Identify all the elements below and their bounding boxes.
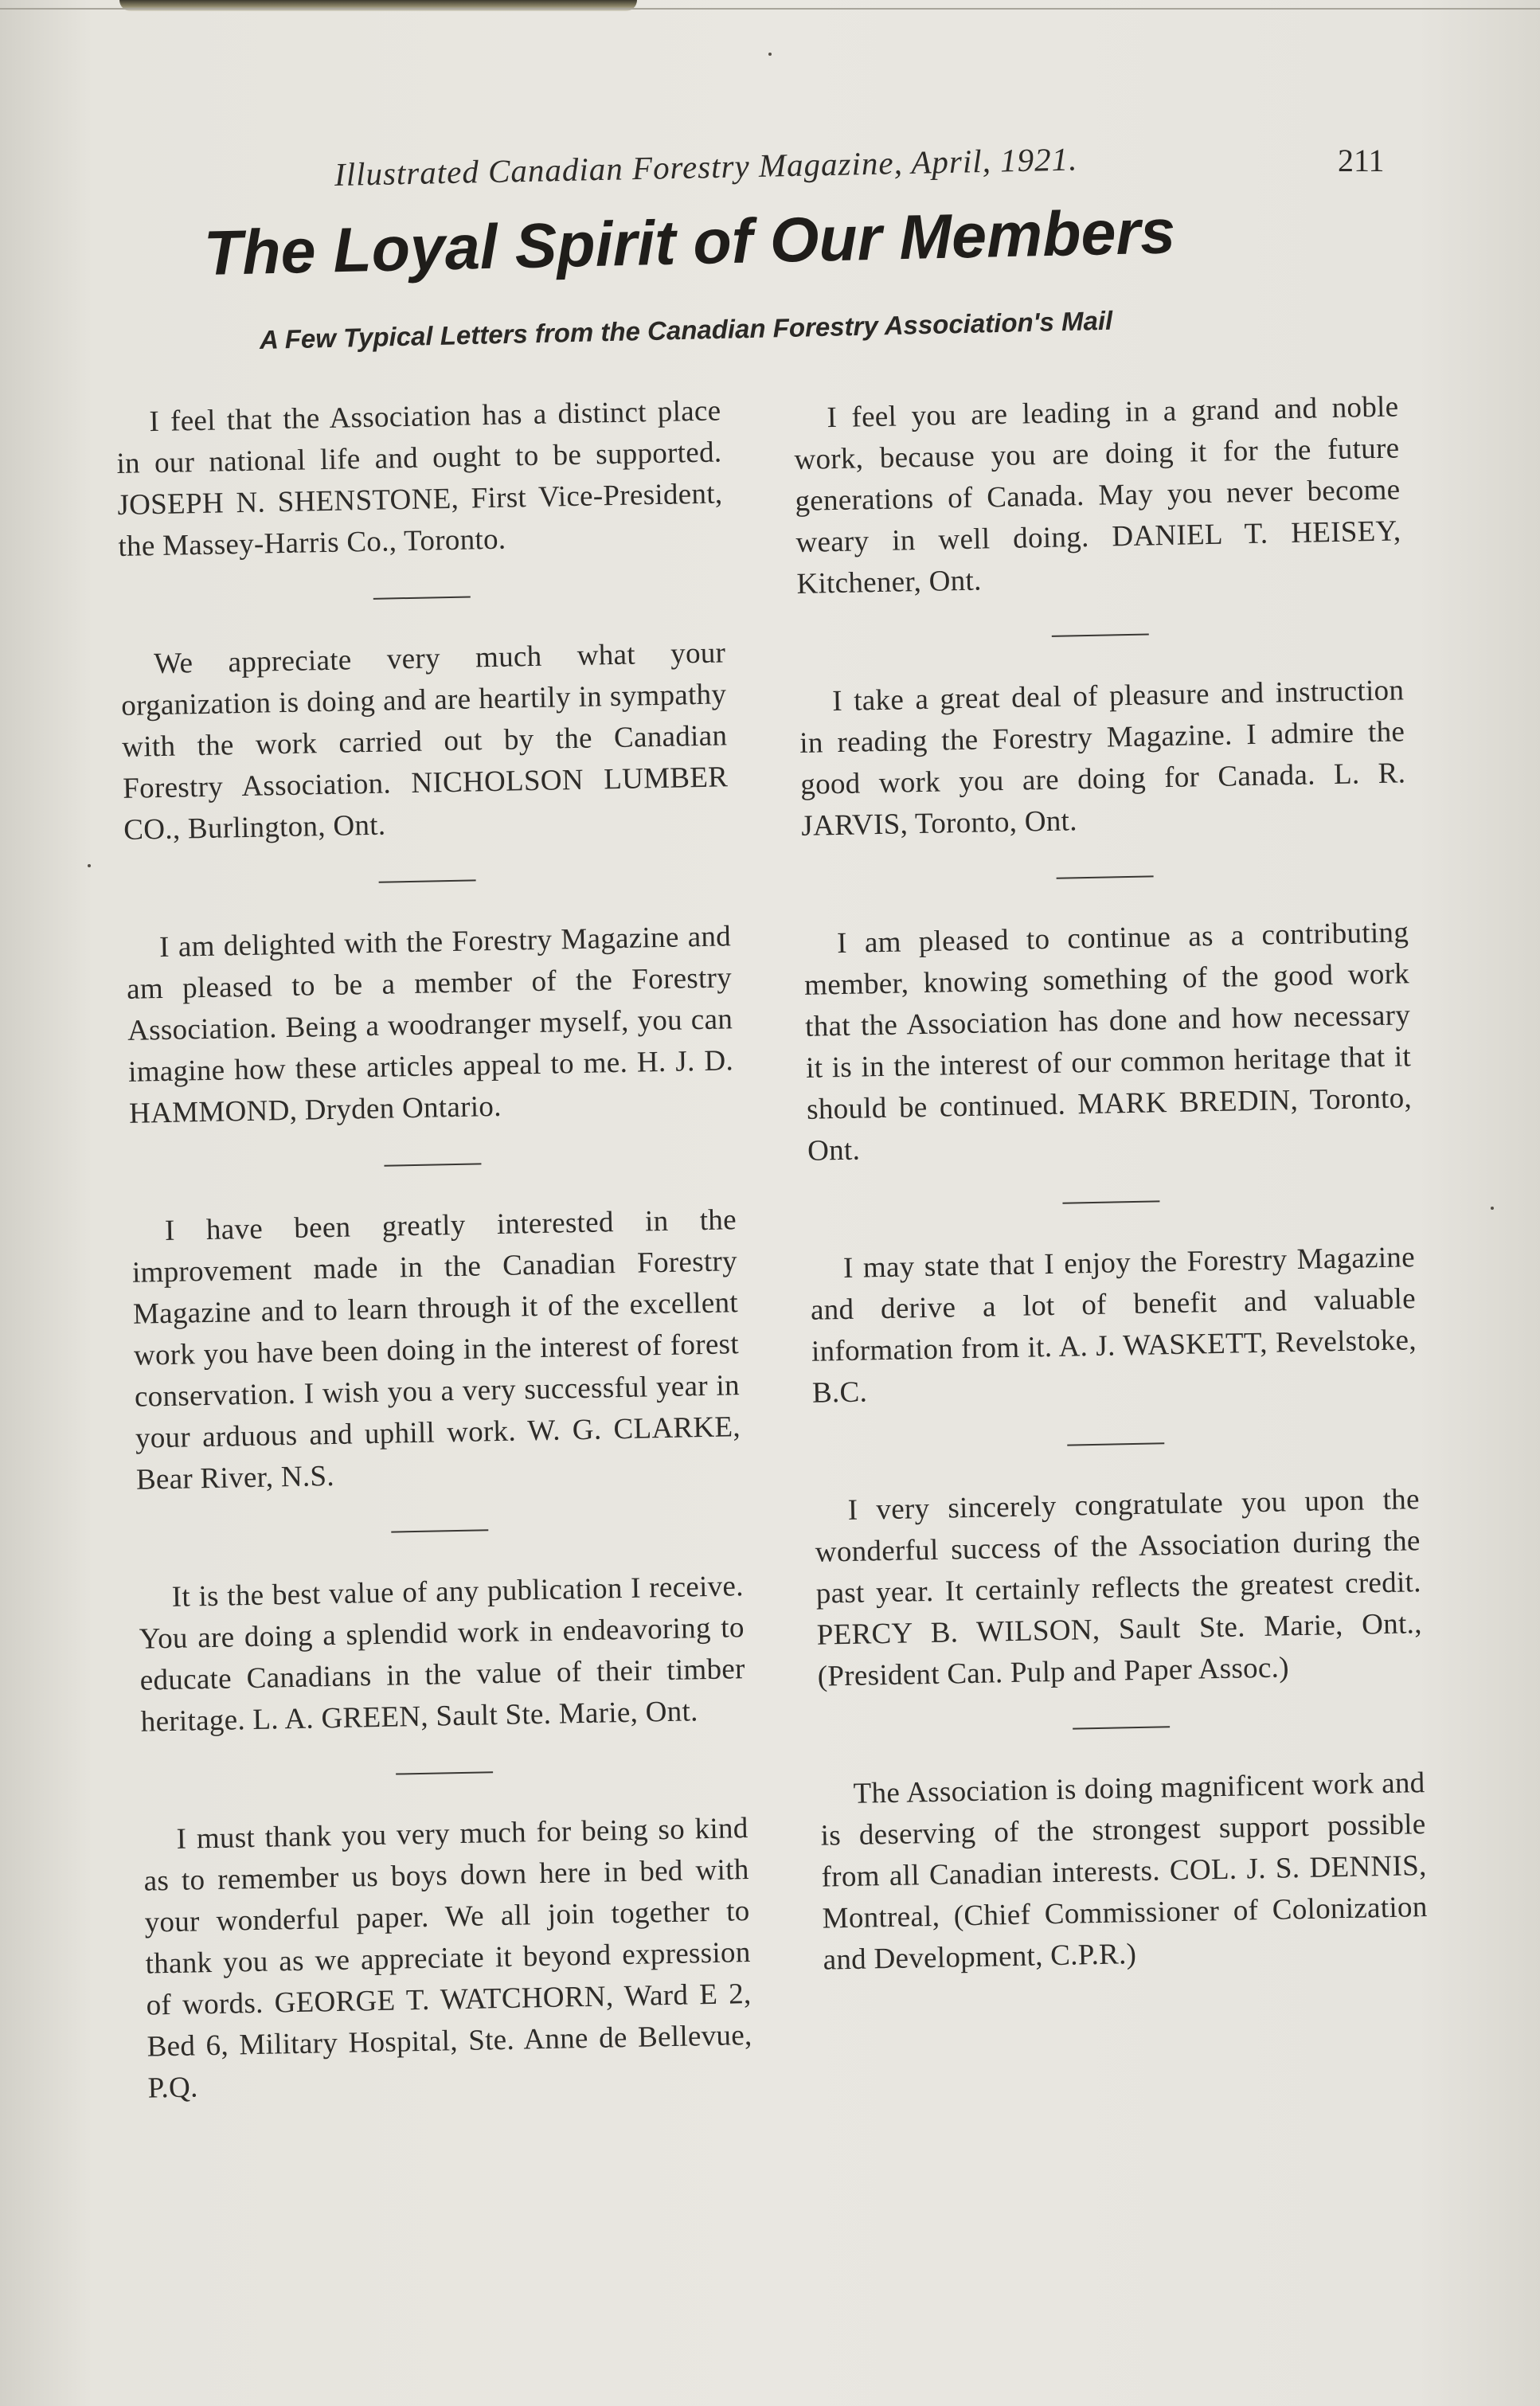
letter-bredin: I am pleased to continue as a contributing member, knowing something of the good work that the Association has done and how necessary it is in the interest of our common heritage that it should be continued. MARK BREDIN, Toronto, Ont.: [803, 916, 1413, 1168]
letter-wilson: I very sincerely congratulate you upon the wonderful success of the Association during the past year. It certainly reflects the greatest credit. PERCY B. WILSON, Sault Ste. Marie, Ont., (President Can. Pulp and Paper Assoc.): [815, 1483, 1423, 1693]
article-subtitle: A Few Typical Letters from the Canadian Forestry Association's Mail: [259, 305, 1113, 354]
letter-jarvis: I take a great deal of pleasure and instruction in reading the Forestry Magazine. I admire the good work you are doing for Canada. L. R. JARVIS, Toronto, Ont.: [799, 674, 1406, 843]
letter-green: It is the best value of any publication I receive. You are doing a splendid work in endeavoring to educate Canadians in the value of their timber heritage. L. A. GREEN, Sault Ste. Marie, Ont.: [139, 1570, 746, 1739]
right-column: [793, 386, 1429, 1981]
letter-dennis: The Association is doing magnificent work and is deserving of the strongest support possible from all Canadian interests. COL. J. S. DENNIS, Montreal, (Chief Commissioner of Colonization and Development, C.P.R.): [820, 1766, 1428, 1977]
ink-speck: [768, 53, 772, 56]
ink-speck: [1491, 1207, 1494, 1210]
letter-heisey: I feel you are leading in a grand and noble work, because you are doing it for the future generations of Canada. May you never become weary in well doing. DANIEL T. HEISEY, Kitchener, Ont.: [794, 390, 1401, 601]
running-head: Illustrated Canadian Forestry Magazine, April, 1921.: [334, 140, 1078, 193]
separator-rule: [396, 1771, 493, 1774]
ink-speck: [88, 864, 91, 867]
letter-nicholson: We appreciate very much what your organization is doing and are heartily in sympathy with the work carried out by the Canadian Forestry Association. NICHOLSON LUMBER CO., Burlington, Ont.: [120, 636, 729, 847]
separator-rule: [1073, 1726, 1170, 1729]
separator-rule: [1062, 1200, 1159, 1203]
page-top-edge: [0, 8, 1540, 10]
separator-rule: [1067, 1442, 1164, 1446]
separator-rule: [391, 1529, 488, 1532]
separator-rule: [384, 1163, 481, 1166]
separator-rule: [1057, 875, 1154, 878]
letter-waskett: I may state that I enjoy the Forestry Magazine and derive a lot of benefit and valuable information from it. A. J. WASKETT, Revelstoke, B.C.: [810, 1241, 1417, 1410]
left-column: [115, 390, 753, 2109]
separator-rule: [1052, 633, 1149, 636]
letter-watchorn: I must thank you very much for being so kind as to remember us boys down here in bed with your wonderful paper. We all join together to thank you as we appreciate it beyond expression of words. GEORGE T. WATCHORN, Ward E 2, Bed 6, Military Hospital, Ste. Anne de Bellevue, P.Q.: [143, 1812, 752, 2105]
page-number: 211: [1338, 143, 1385, 178]
letter-hammond: I am delighted with the Forestry Magazine and am pleased to be a member of the Forestry Association. Being a woodranger myself, you can imagine how these articles appeal to me. H. J. D. HAMMOND, Dryden Ontario.: [126, 920, 734, 1130]
separator-rule: [379, 879, 476, 882]
letter-shenstone: I feel that the Association has a distinct place in our national life and ought to be supported. JOSEPH N. SHENSTONE, First Vice-President, the Massey-Harris Co., Toronto.: [116, 394, 723, 563]
article-title: The Loyal Spirit of Our Members: [202, 195, 1176, 288]
separator-rule: [373, 596, 471, 599]
letter-clarke: I have been greatly interested in the improvement made in the Canadian Forestry Magazine and to learn through it of the excellent work you have been doing in the interest of forest conservation. I wish you a very successful year in your arduous and uphill work. W. G. CLARKE, Bear River, N.S.: [131, 1203, 741, 1496]
